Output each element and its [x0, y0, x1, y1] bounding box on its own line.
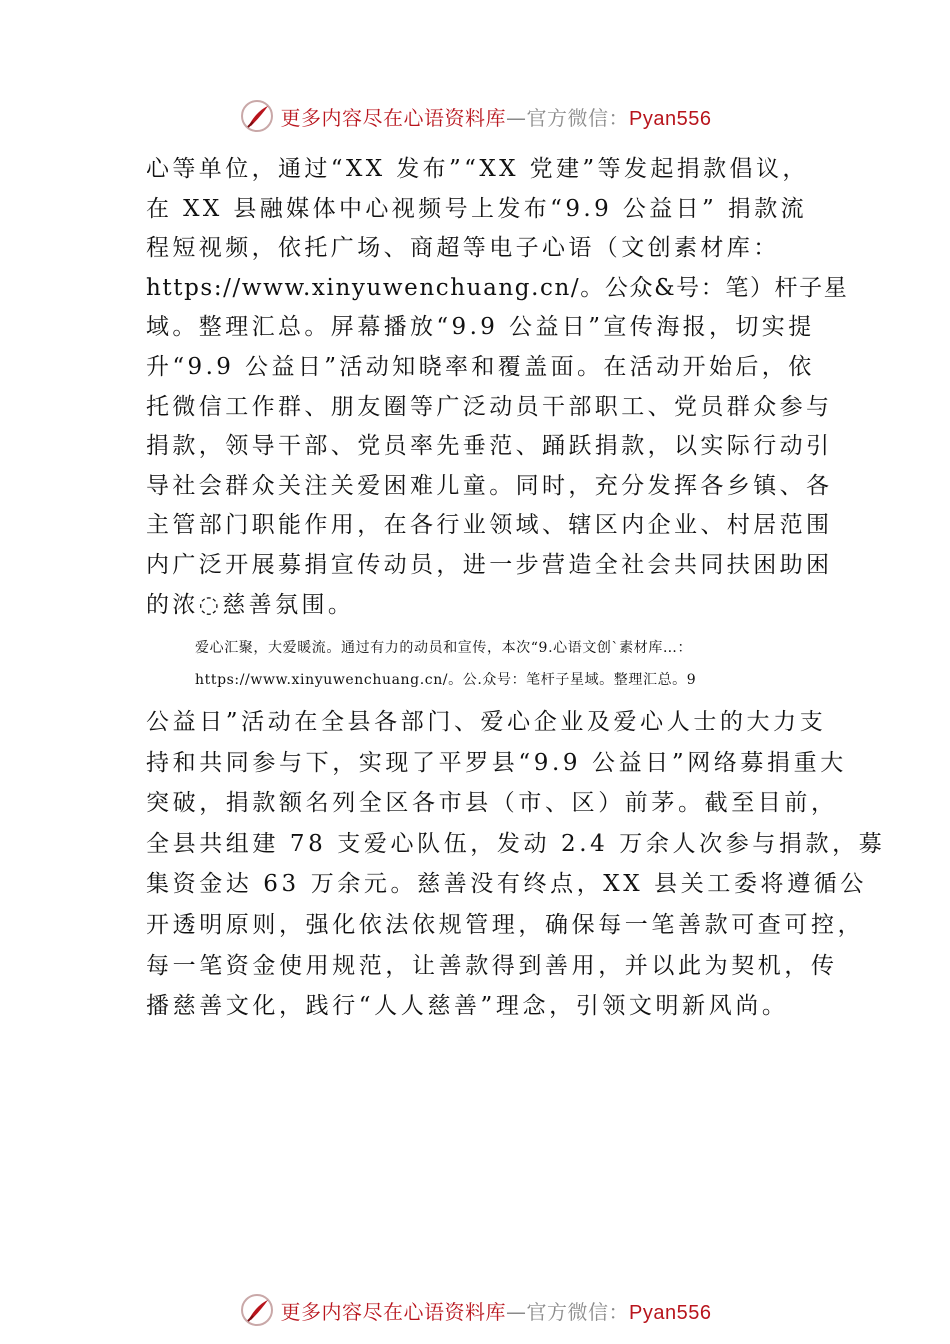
text-line: https://www.xinyuwenchuang.cn/。公众&号：笔）杆子星	[146, 274, 849, 301]
banner-id: Pyan556	[629, 1301, 712, 1324]
text-line: 每一笔资金使用规范，让善款得到善用，并以此为契机，传	[146, 952, 838, 979]
text-line: 开透明原则，强化依法依规管理，确保每一笔善款可查可控，	[146, 911, 865, 938]
banner-id: Pyan556	[629, 107, 712, 130]
text-line: 全县共组建 78 支爱心队伍，发动 2.4 万余人次参与捐款，募	[146, 830, 886, 857]
text-line: 爱心汇聚，大爱暖流。通过有力的动员和宣传，本次“9.心语文创`素材库…：	[195, 640, 693, 656]
banner-sep: —	[506, 105, 527, 130]
text-line: 公益日”活动在全县各部门、爱心企业及爱心人士的大力支	[146, 709, 827, 735]
banner-official: 官方微信：	[526, 105, 630, 130]
text-line: 导社会群众关注关爱困难儿童。同时，充分发挥各乡镇、各	[146, 472, 833, 499]
banner-text	[281, 102, 712, 131]
paragraph-2	[195, 632, 810, 696]
text-line: 的浓◌慈善氛围。	[146, 591, 355, 618]
banner-sep: —	[506, 1299, 527, 1324]
text-line: https://www.xinyuwenchuang.cn/。公.众号：笔杆子星域。整理汇总。9	[195, 672, 697, 688]
quill-logo-icon	[239, 98, 275, 134]
text-line: 域。整理汇总。屏幕播放“9.9 公益日”宣传海报，切实提	[146, 314, 815, 341]
text-line: 捐款，领导干部、党员率先垂范、踊跃捐款，以实际行动引	[146, 433, 833, 460]
paragraph-1	[146, 150, 849, 625]
banner-main: 更多内容尽在心语资料库	[280, 105, 507, 130]
banner-text	[281, 1296, 712, 1325]
text-line: 心等单位，通过“XX 发布”“XX 党建”等发起捐款倡议，	[146, 156, 809, 182]
text-line: 程短视频，依托广场、商超等电子心语（文创素材库：	[146, 235, 780, 262]
quill-logo-icon	[239, 1292, 275, 1328]
text-line: 升“9.9 公益日”活动知晓率和覆盖面。在活动开始后，依	[146, 353, 815, 380]
footer-banner	[0, 1290, 950, 1330]
text-line: 内广泛开展募捐宣传动员，进一步营造全社会共同扶困助困	[146, 551, 833, 578]
text-line: 持和共同参与下，实现了平罗县“9.9 公益日”网络募捐重大	[146, 749, 847, 776]
paragraph-3	[146, 702, 886, 1027]
text-line: 托微信工作群、朋友圈等广泛动员干部职工、党员群众参与	[146, 393, 833, 420]
banner-official: 官方微信：	[526, 1299, 630, 1324]
text-line: 播慈善文化，践行“人人慈善”理念，引领文明新风尚。	[146, 993, 789, 1020]
text-line: 集资金达 63 万余元。慈善没有终点，XX 县关工委将遵循公	[146, 871, 867, 898]
header-banner	[0, 96, 950, 136]
text-line: 在 XX 县融媒体中心视频号上发布“9.9 公益日” 捐款流	[146, 195, 808, 222]
text-line: 突破，捐款额名列全区各市县（市、区）前茅。截至目前，	[146, 790, 838, 817]
banner-main: 更多内容尽在心语资料库	[280, 1299, 507, 1324]
text-line: 主管部门职能作用，在各行业领域、辖区内企业、村居范围	[146, 512, 833, 539]
